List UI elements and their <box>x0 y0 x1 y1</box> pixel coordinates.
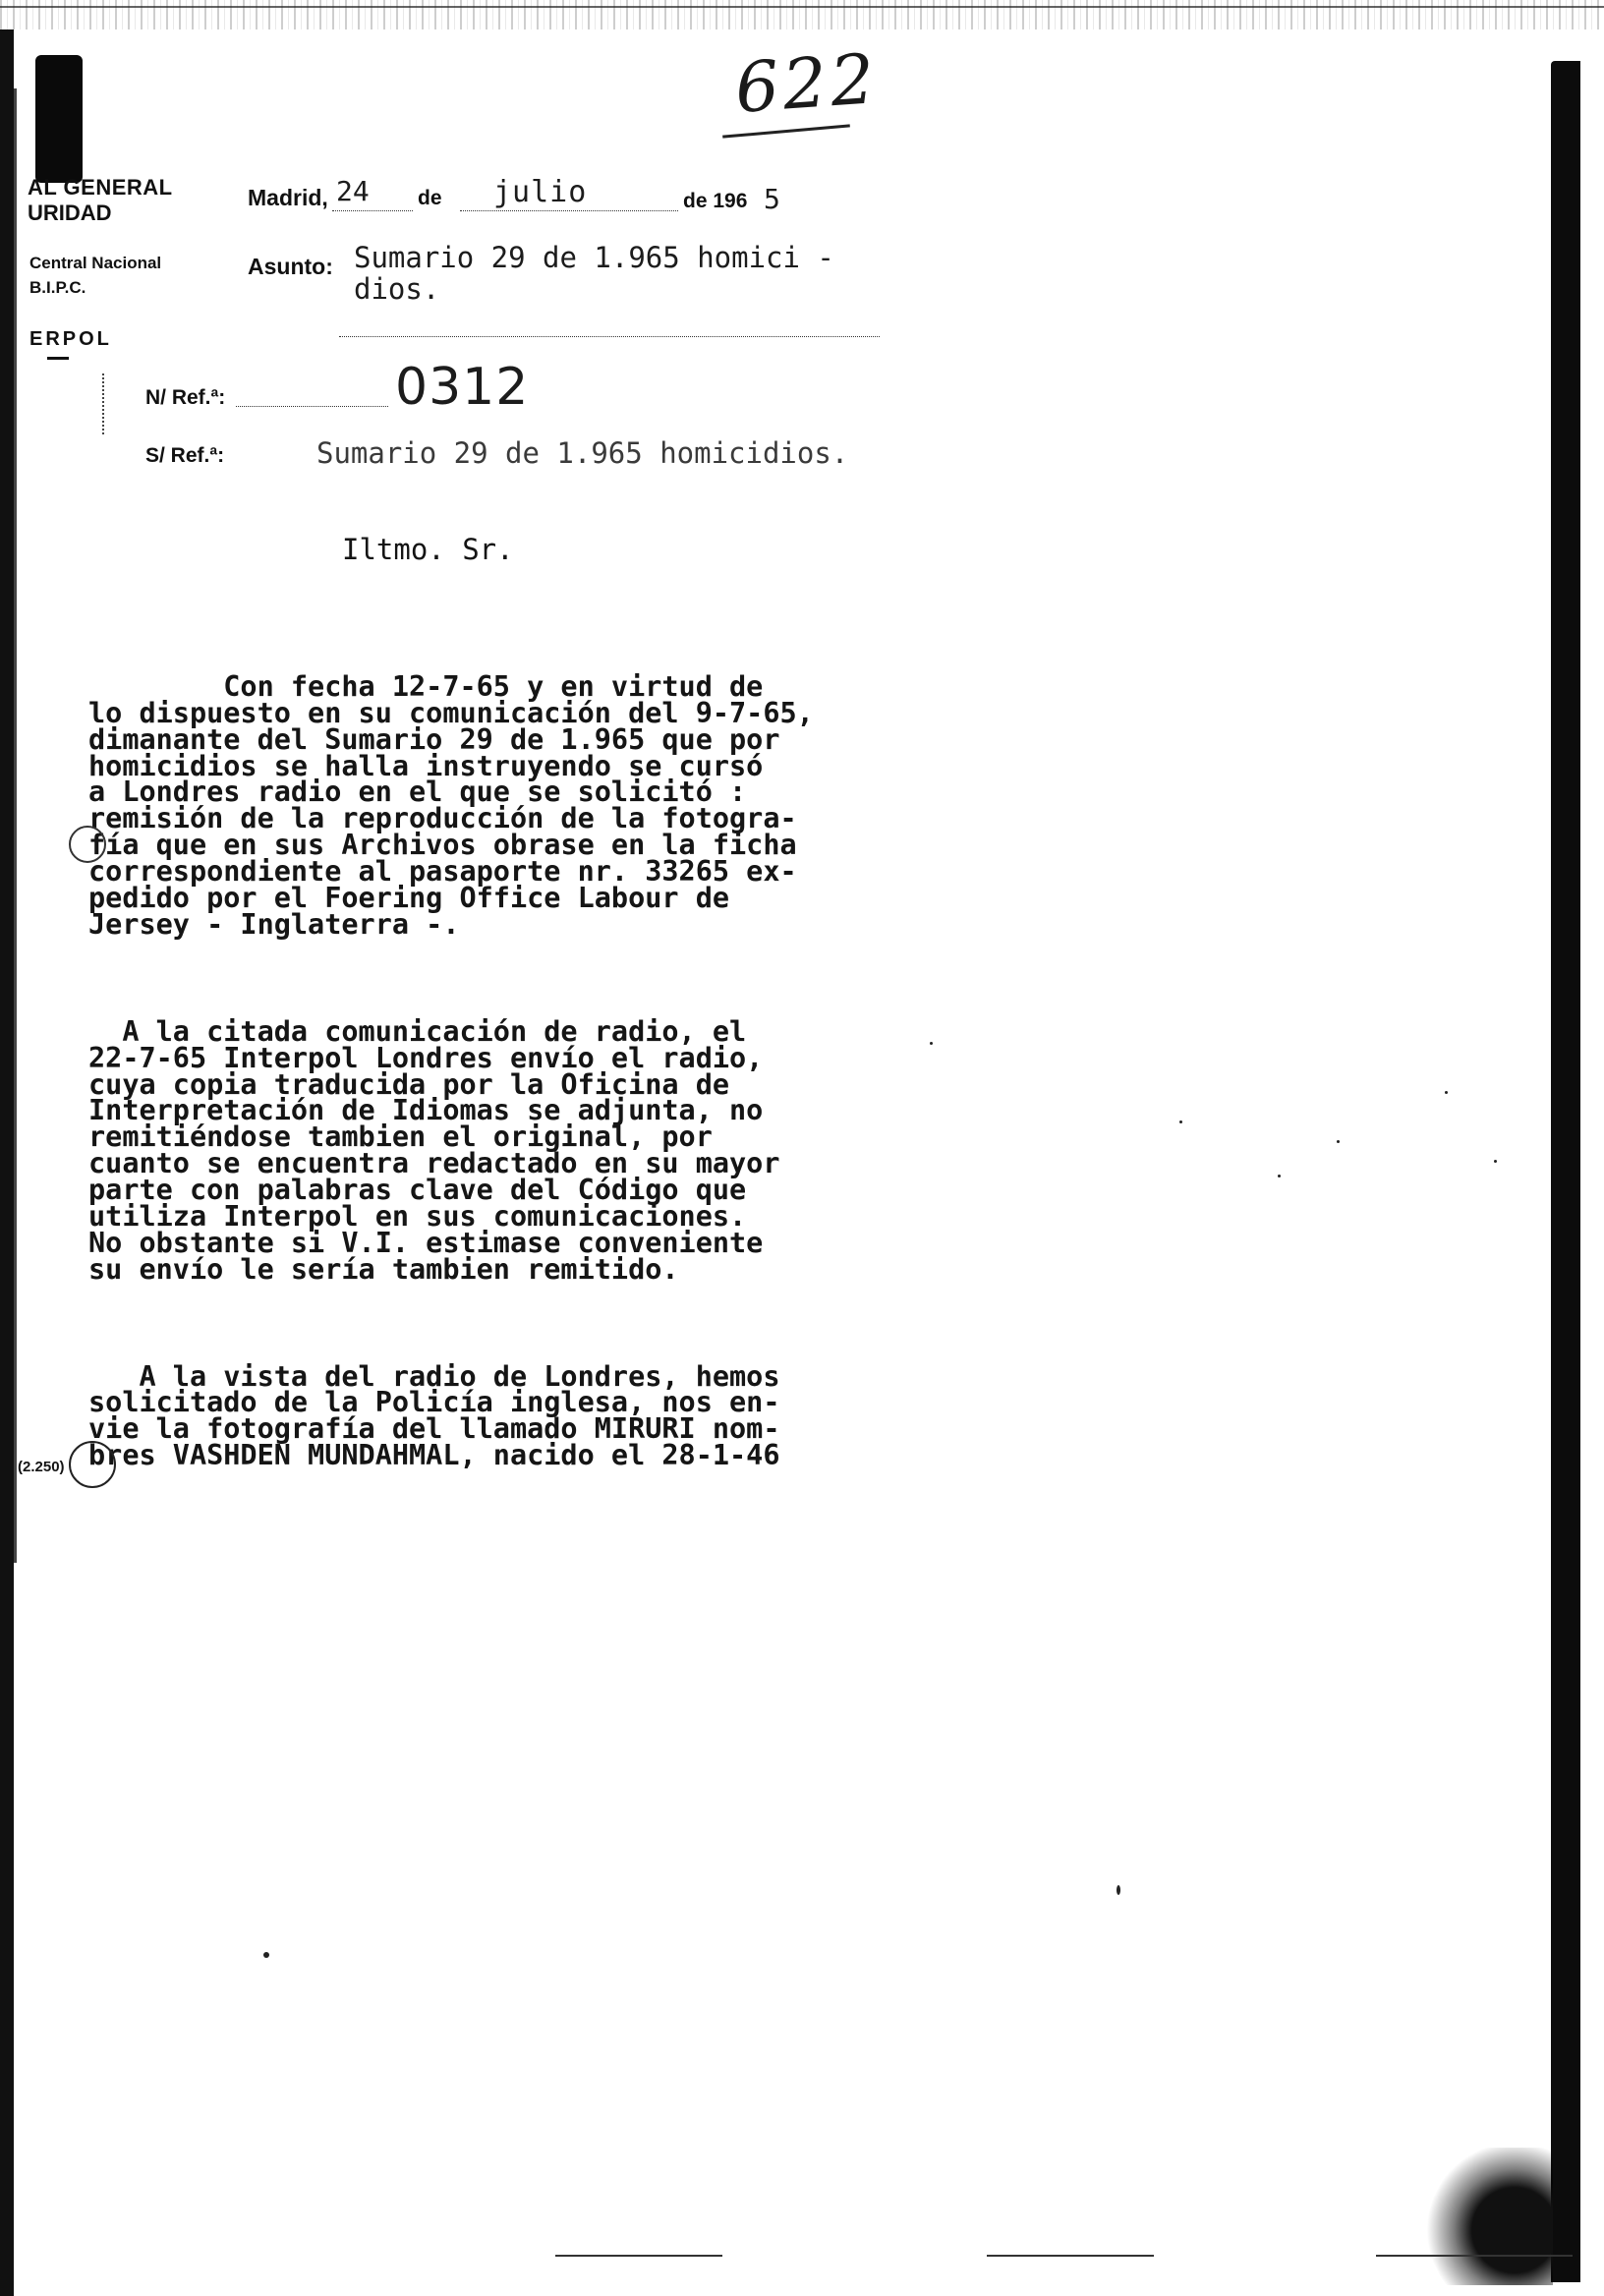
de-label: de <box>418 187 442 209</box>
year-prefix-label: de 196 <box>683 190 748 212</box>
asunto-text: Sumario 29 de 1.965 homici - dios. <box>354 241 834 306</box>
scan-speck <box>1278 1175 1281 1177</box>
paragraph-1: Con fecha 12-7-65 y en virtud de lo dispuesto en su comunicación del 9-7-65, dimanante del Sumario 29 de 1.965 que por homicidios se halla instruyendo se cursó a Londres radio en el que se solicitó : remisión de la reproducción de la fotogra- fía que en sus Archivos obrase en la ficha correspondiente al pasaporte nr. 33265 ex- pedido por el Foering Office Labour de Jersey - Inglaterra -. <box>88 669 814 941</box>
punch-hole-mark <box>69 826 106 863</box>
stamp-text: (2.250) <box>18 1459 65 1475</box>
scan-left-edge <box>0 29 14 2296</box>
scan-right-edge <box>1551 61 1580 2282</box>
month-dotted-line <box>460 210 678 211</box>
letterhead-line-4: B.I.P.C. <box>29 278 86 297</box>
scan-speck <box>263 1952 269 1958</box>
sref-value: Sumario 29 de 1.965 homicidios. <box>316 436 849 470</box>
stamp-circle <box>69 1441 116 1488</box>
paragraph-2: A la citada comunicación de radio, el 22-7-65 Interpol Londres envío el radio, cuya copia traducida por la Oficina de Interpretación de Idiomas se adjunta, no remitiéndose tambien el original, por cuanto se encuentra redactado en su mayor parte con palabras clave del Código que utiliza Interpol en sus comunicaciones. No obstante si V.I. estimase conveniente su envío le sería tambien remitido. <box>88 1014 780 1286</box>
scan-speck <box>1117 1885 1120 1895</box>
paragraph-3: A la vista del radio de Londres, hemos solicitado de la Policía inglesa, nos en- vie la fotografía del llamado MIRURI nom- bres VASHDEN MUNDAHMAL, nacido el 28-1-46 <box>88 1359 780 1472</box>
letterhead-line-2: URIDAD <box>28 201 112 225</box>
scan-edge-line <box>0 6 1604 8</box>
nref-dotted-line <box>236 406 388 407</box>
nref-value: 0312 <box>395 358 530 417</box>
madrid-label: Madrid, <box>248 185 328 210</box>
asunto-label: Asunto: <box>248 254 333 279</box>
asunto-dotted-line <box>339 336 880 337</box>
scan-bottom-line <box>555 2255 722 2257</box>
scan-speck <box>1337 1140 1340 1143</box>
letter-body <box>88 621 934 1522</box>
scan-speck <box>1494 1160 1497 1163</box>
scan-speck <box>1445 1091 1448 1094</box>
day-dotted-line <box>332 210 413 211</box>
scan-bottom-line <box>987 2255 1154 2257</box>
scan-left-shadow <box>14 88 17 1563</box>
scan-bottom-line <box>1376 2255 1573 2257</box>
scan-speck <box>930 1042 933 1045</box>
letterhead-line-1: AL GENERAL <box>28 175 173 200</box>
reference-bracket <box>102 373 104 434</box>
salutation: Iltmo. Sr. <box>342 533 514 566</box>
emblem-fragment <box>35 55 83 183</box>
scan-smudge <box>1425 2148 1553 2285</box>
date-year-digit: 5 <box>764 183 780 215</box>
letterhead-line-3: Central Nacional <box>29 254 162 272</box>
nref-label: N/ Ref.ª: <box>145 386 226 409</box>
sref-label: S/ Ref.ª: <box>145 444 225 467</box>
letterhead-line-5: ERPOL <box>29 328 112 350</box>
scan-speck <box>1179 1120 1182 1123</box>
date-month: julio <box>493 175 588 209</box>
letterhead-dash <box>47 357 69 360</box>
handwritten-folio-number: 622 <box>732 38 882 129</box>
scan-noise <box>0 0 1604 29</box>
date-day: 24 <box>336 175 370 207</box>
